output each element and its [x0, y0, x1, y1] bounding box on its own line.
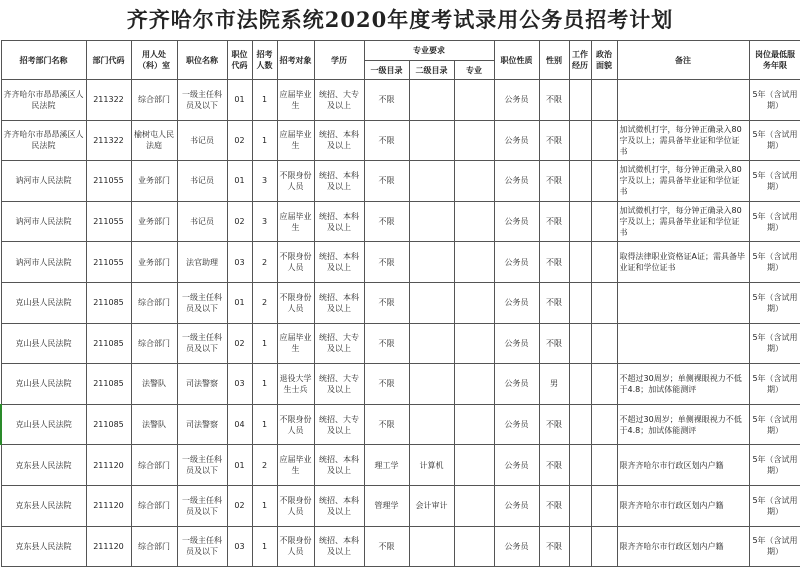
cell-office: 榆树屯人民法庭: [131, 120, 177, 161]
cell-service: 5年（含试用期）: [749, 526, 800, 567]
cell-position: 一级主任科员及以下: [177, 323, 227, 364]
cell-politics: [591, 485, 617, 526]
page-title: 齐齐哈尔市法院系统2020年度考试录用公务员招考计划: [126, 7, 674, 32]
cell-nature: 公务员: [494, 161, 539, 202]
cell-pos-code: 01: [227, 80, 252, 121]
cell-major2: [409, 161, 454, 202]
cell-gender: 不限: [539, 282, 569, 323]
cell-target: 应届毕业生: [277, 120, 314, 161]
cell-num: 1: [252, 323, 277, 364]
cell-service: 5年（含试用期）: [749, 80, 800, 121]
cell-dept: 克东县人民法院: [1, 445, 86, 486]
cell-dept: 齐齐哈尔市昂昂溪区人民法院: [1, 80, 86, 121]
cell-num: 1: [252, 364, 277, 405]
cell-code: 211055: [86, 201, 131, 242]
cell-target: 不限身份人员: [277, 404, 314, 445]
table-row: [1, 242, 800, 283]
table-row: [1, 364, 800, 405]
cell-target: 应届毕业生: [277, 80, 314, 121]
cell-notes: [617, 80, 749, 121]
table-row: [1, 120, 800, 161]
header-gender: 性别: [539, 41, 569, 80]
header-edu: 学历: [314, 41, 364, 80]
cell-major1: 管理学: [364, 485, 409, 526]
cell-edu: 统招、本科及以上: [314, 120, 364, 161]
cell-gender: 不限: [539, 120, 569, 161]
cell-num: 2: [252, 445, 277, 486]
cell-num: 1: [252, 404, 277, 445]
cell-gender: 不限: [539, 445, 569, 486]
cell-notes: 加试微机打字，每分钟正确录入80字及以上；需具备毕业证和学位证书: [617, 120, 749, 161]
table-body: [1, 80, 800, 567]
cell-service: 5年（含试用期）: [749, 323, 800, 364]
cell-notes: 限齐齐哈尔市行政区划内户籍: [617, 526, 749, 567]
cell-exp: [569, 282, 591, 323]
cell-politics: [591, 526, 617, 567]
cell-major1: 不限: [364, 404, 409, 445]
cell-major1: 不限: [364, 242, 409, 283]
cell-position: 一级主任科员及以下: [177, 485, 227, 526]
cell-major2: [409, 364, 454, 405]
cell-nature: 公务员: [494, 485, 539, 526]
cell-pos-code: 02: [227, 485, 252, 526]
header-politics: 政治面貌: [591, 41, 617, 80]
cell-dept: 克山县人民法院: [1, 404, 86, 445]
cell-target: 应届毕业生: [277, 445, 314, 486]
cell-target: 不限身份人员: [277, 485, 314, 526]
cell-pos-code: 03: [227, 364, 252, 405]
cell-target: 不限身份人员: [277, 526, 314, 567]
cell-code: 211322: [86, 80, 131, 121]
cell-major1: 不限: [364, 161, 409, 202]
cell-major1: 不限: [364, 282, 409, 323]
cell-major2: [409, 80, 454, 121]
cell-gender: 男: [539, 364, 569, 405]
cell-edu: 统招、本科及以上: [314, 282, 364, 323]
cell-nature: 公务员: [494, 445, 539, 486]
cell-pos-code: 02: [227, 323, 252, 364]
cell-position: 一级主任科员及以下: [177, 282, 227, 323]
cell-exp: [569, 485, 591, 526]
cell-notes: 限齐齐哈尔市行政区划内户籍: [617, 445, 749, 486]
header-pos-code: 职位代码: [227, 41, 252, 80]
cell-nature: 公务员: [494, 404, 539, 445]
cell-major1: 不限: [364, 80, 409, 121]
cell-politics: [591, 242, 617, 283]
cell-major1: 不限: [364, 364, 409, 405]
cell-politics: [591, 201, 617, 242]
cell-gender: 不限: [539, 526, 569, 567]
cell-code: 211120: [86, 445, 131, 486]
cell-num: 1: [252, 485, 277, 526]
cell-major3: [454, 526, 494, 567]
table-row: [1, 445, 800, 486]
table-row: [1, 80, 800, 121]
header-position: 职位名称: [177, 41, 227, 80]
cell-service: 5年（含试用期）: [749, 201, 800, 242]
cell-dept: 克东县人民法院: [1, 526, 86, 567]
cell-service: 5年（含试用期）: [749, 445, 800, 486]
cell-position: 书记员: [177, 120, 227, 161]
cell-edu: 统招、大专及以上: [314, 404, 364, 445]
header-target: 招考对象: [277, 41, 314, 80]
cell-politics: [591, 161, 617, 202]
cell-major2: [409, 323, 454, 364]
header-major3: 专业: [454, 61, 494, 80]
cell-major3: [454, 364, 494, 405]
cell-edu: 统招、大专及以上: [314, 364, 364, 405]
cell-nature: 公务员: [494, 526, 539, 567]
cell-major2: 计算机: [409, 445, 454, 486]
cell-politics: [591, 364, 617, 405]
cell-target: 不限身份人员: [277, 161, 314, 202]
cell-major3: [454, 445, 494, 486]
cell-gender: 不限: [539, 485, 569, 526]
cell-office: 法警队: [131, 364, 177, 405]
cell-major3: [454, 242, 494, 283]
cell-office: 业务部门: [131, 161, 177, 202]
cell-major3: [454, 161, 494, 202]
cell-office: 综合部门: [131, 485, 177, 526]
cell-service: 5年（含试用期）: [749, 242, 800, 283]
cell-notes: 取得法律职业资格证A证；需具备毕业证和学位证书: [617, 242, 749, 283]
cell-gender: 不限: [539, 404, 569, 445]
cell-edu: 统招、本科及以上: [314, 526, 364, 567]
cell-exp: [569, 445, 591, 486]
cell-major3: [454, 323, 494, 364]
cell-position: 一级主任科员及以下: [177, 445, 227, 486]
cell-service: 5年（含试用期）: [749, 404, 800, 445]
cell-notes: 不超过30周岁；单侧裸眼视力不低于4.8；加试体能测评: [617, 364, 749, 405]
cell-pos-code: 02: [227, 201, 252, 242]
cell-edu: 统招、本科及以上: [314, 242, 364, 283]
cell-exp: [569, 120, 591, 161]
cell-edu: 统招、本科及以上: [314, 201, 364, 242]
cell-office: 综合部门: [131, 526, 177, 567]
cell-pos-code: 01: [227, 282, 252, 323]
cell-gender: 不限: [539, 161, 569, 202]
cell-major2: [409, 120, 454, 161]
cell-major1: 不限: [364, 201, 409, 242]
cell-gender: 不限: [539, 242, 569, 283]
cell-pos-code: 01: [227, 445, 252, 486]
cell-code: 211120: [86, 526, 131, 567]
cell-nature: 公务员: [494, 120, 539, 161]
cell-code: 211085: [86, 364, 131, 405]
cell-num: 3: [252, 161, 277, 202]
cell-major2: [409, 201, 454, 242]
cell-exp: [569, 161, 591, 202]
table-row: [1, 161, 800, 202]
cell-dept: 克山县人民法院: [1, 364, 86, 405]
cell-service: 5年（含试用期）: [749, 485, 800, 526]
header-notes: 备注: [617, 41, 749, 80]
cell-office: 综合部门: [131, 323, 177, 364]
cell-major2: 会计审计: [409, 485, 454, 526]
cell-office: 业务部门: [131, 242, 177, 283]
table-row: [1, 282, 800, 323]
cell-target: 退役大学生士兵: [277, 364, 314, 405]
table-row: [1, 485, 800, 526]
cell-edu: 统招、大专及以上: [314, 80, 364, 121]
cell-gender: 不限: [539, 323, 569, 364]
cell-position: 司法警察: [177, 364, 227, 405]
cell-position: 法官助理: [177, 242, 227, 283]
header-dept: 招考部门名称: [1, 41, 86, 80]
cell-exp: [569, 80, 591, 121]
cell-notes: 加试微机打字，每分钟正确录入80字及以上；需具备毕业证和学位证书: [617, 201, 749, 242]
cell-notes: 加试微机打字，每分钟正确录入80字及以上；需具备毕业证和学位证书: [617, 161, 749, 202]
cell-pos-code: 02: [227, 120, 252, 161]
header-major2: 二级目录: [409, 61, 454, 80]
cell-pos-code: 04: [227, 404, 252, 445]
cell-major2: [409, 404, 454, 445]
table-row: [1, 201, 800, 242]
cell-gender: 不限: [539, 80, 569, 121]
cell-position: 书记员: [177, 201, 227, 242]
cell-code: 211120: [86, 485, 131, 526]
table-row: [1, 323, 800, 364]
cell-dept: 讷河市人民法院: [1, 201, 86, 242]
header-office: 用人处（科）室: [131, 41, 177, 80]
cell-major3: [454, 80, 494, 121]
cell-code: 211055: [86, 242, 131, 283]
recruitment-table: [0, 40, 800, 567]
cell-office: 法警队: [131, 404, 177, 445]
cell-code: 211085: [86, 404, 131, 445]
cell-code: 211322: [86, 120, 131, 161]
cell-dept: 讷河市人民法院: [1, 161, 86, 202]
cell-major1: 理工学: [364, 445, 409, 486]
cell-nature: 公务员: [494, 323, 539, 364]
header-major1: 一级目录: [364, 61, 409, 80]
cell-major3: [454, 404, 494, 445]
cell-dept: 讷河市人民法院: [1, 242, 86, 283]
cell-position: 司法警察: [177, 404, 227, 445]
cell-nature: 公务员: [494, 364, 539, 405]
cell-politics: [591, 282, 617, 323]
header-num: 招考人数: [252, 41, 277, 80]
cell-target: 应届毕业生: [277, 201, 314, 242]
header-service: 岗位最低服务年限: [749, 41, 800, 80]
cell-major2: [409, 526, 454, 567]
cell-nature: 公务员: [494, 242, 539, 283]
cell-major3: [454, 201, 494, 242]
cell-exp: [569, 364, 591, 405]
table-row: [1, 404, 800, 445]
cell-position: 一级主任科员及以下: [177, 526, 227, 567]
cell-code: 211055: [86, 161, 131, 202]
cell-position: 书记员: [177, 161, 227, 202]
cell-notes: [617, 282, 749, 323]
cell-code: 211085: [86, 323, 131, 364]
cell-office: 综合部门: [131, 80, 177, 121]
cell-num: 2: [252, 282, 277, 323]
cell-service: 5年（含试用期）: [749, 282, 800, 323]
cell-nature: 公务员: [494, 282, 539, 323]
header-nature: 职位性质: [494, 41, 539, 80]
cell-edu: 统招、本科及以上: [314, 161, 364, 202]
cell-dept: 克东县人民法院: [1, 485, 86, 526]
cell-gender: 不限: [539, 201, 569, 242]
cell-pos-code: 01: [227, 161, 252, 202]
cell-politics: [591, 445, 617, 486]
cell-office: 综合部门: [131, 282, 177, 323]
cell-dept: 齐齐哈尔市昂昂溪区人民法院: [1, 120, 86, 161]
cell-major1: 不限: [364, 323, 409, 364]
cell-num: 2: [252, 242, 277, 283]
cell-code: 211085: [86, 282, 131, 323]
cell-major2: [409, 242, 454, 283]
cell-pos-code: 03: [227, 526, 252, 567]
cell-service: 5年（含试用期）: [749, 120, 800, 161]
cell-num: 3: [252, 201, 277, 242]
cell-dept: 克山县人民法院: [1, 323, 86, 364]
cell-major1: 不限: [364, 120, 409, 161]
cell-dept: 克山县人民法院: [1, 282, 86, 323]
cell-politics: [591, 80, 617, 121]
cell-num: 1: [252, 80, 277, 121]
cell-exp: [569, 323, 591, 364]
cell-major3: [454, 282, 494, 323]
table-row: [1, 526, 800, 567]
cell-major3: [454, 485, 494, 526]
table-header: [1, 41, 800, 80]
cell-office: 综合部门: [131, 445, 177, 486]
cell-exp: [569, 526, 591, 567]
cell-nature: 公务员: [494, 201, 539, 242]
cell-edu: 统招、本科及以上: [314, 445, 364, 486]
cell-exp: [569, 201, 591, 242]
cell-politics: [591, 120, 617, 161]
cell-exp: [569, 404, 591, 445]
cell-politics: [591, 323, 617, 364]
cell-service: 5年（含试用期）: [749, 364, 800, 405]
cell-num: 1: [252, 120, 277, 161]
cell-target: 应届毕业生: [277, 323, 314, 364]
cell-edu: 统招、大专及以上: [314, 323, 364, 364]
cell-major1: 不限: [364, 526, 409, 567]
header-major: 专业要求: [364, 41, 494, 61]
cell-target: 不限身份人员: [277, 242, 314, 283]
cell-notes: 不超过30周岁；单侧裸眼视力不低于4.8；加试体能测评: [617, 404, 749, 445]
cell-exp: [569, 242, 591, 283]
cell-edu: 统招、本科及以上: [314, 485, 364, 526]
cell-num: 1: [252, 526, 277, 567]
cell-nature: 公务员: [494, 80, 539, 121]
cell-office: 业务部门: [131, 201, 177, 242]
cell-notes: 限齐齐哈尔市行政区划内户籍: [617, 485, 749, 526]
cell-target: 不限身份人员: [277, 282, 314, 323]
cell-service: 5年（含试用期）: [749, 161, 800, 202]
cell-major2: [409, 282, 454, 323]
cell-major3: [454, 120, 494, 161]
cell-position: 一级主任科员及以下: [177, 80, 227, 121]
cell-notes: [617, 323, 749, 364]
cell-pos-code: 03: [227, 242, 252, 283]
header-code: 部门代码: [86, 41, 131, 80]
cell-politics: [591, 404, 617, 445]
header-exp: 工作经历: [569, 41, 591, 80]
